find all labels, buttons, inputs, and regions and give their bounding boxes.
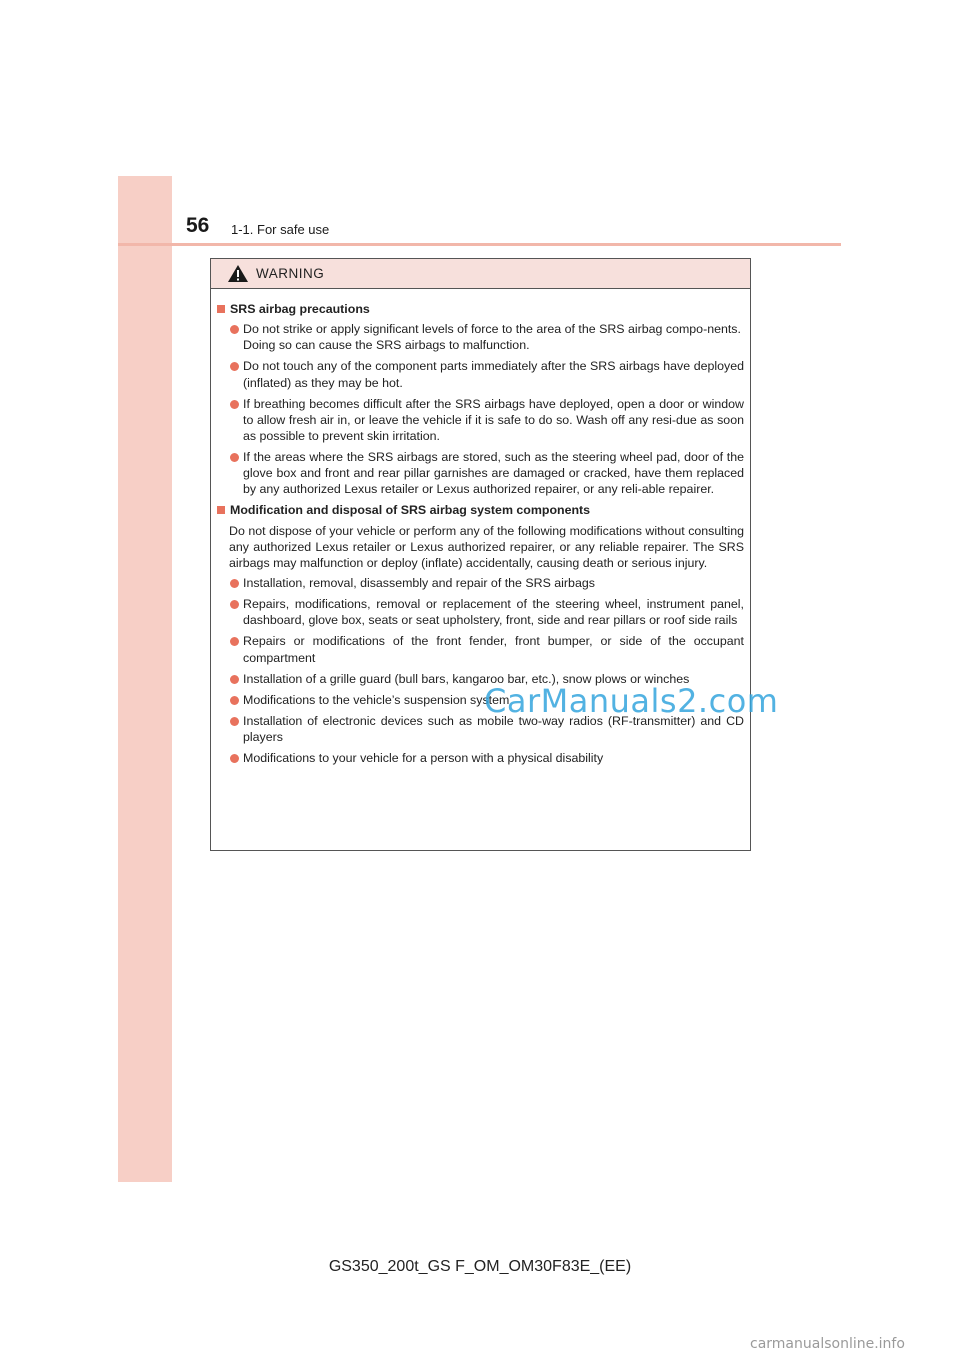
list-item-text: Do not strike or apply significant levels of force to the area of the SRS airbag compo-nents.	[243, 322, 741, 337]
list-item-text: Modifications to your vehicle for a person with a physical disability	[243, 750, 604, 765]
square-bullet-icon	[217, 305, 225, 313]
list-item	[217, 358, 744, 390]
list-item-text: Repairs or modifications of the front fender, front bumper, or side of the occupant compartment	[243, 634, 744, 665]
subsection-intro: Do not dispose of your vehicle or perform any of the following modifications without consulting any authorized Lexus retailer or Lexus authorized repairer, or any reliable repairer. The SRS airbags may malfunction or deploy (inflate) accidentally, causing death or serious injury.	[229, 523, 744, 571]
bullet-dot-icon	[230, 579, 239, 588]
list-item-text: Repairs, modifications, removal or replacement of the steering wheel, instrument panel, dashboard, glove box, seats or seat upholstery, front, side and rear pillars or roof side rails	[243, 597, 744, 628]
document-code: GS350_200t_GS F_OM_OM30F83E_(EE)	[328, 1258, 632, 1275]
list-item-text: If breathing becomes difficult after the SRS airbags have deployed, open a door or window to allow fresh air in, or leave the vehicle if it is safe to do so. Wash off any resi-due as soon as possible to prevent skin irritation.	[243, 396, 744, 444]
list-item-text: Do not touch any of the component parts immediately after the SRS airbags have deployed (inflated) as they may be hot.	[243, 359, 744, 390]
bullet-dot-icon	[230, 696, 239, 705]
warning-title: WARNING	[256, 266, 325, 281]
bullet-dot-icon	[230, 362, 239, 371]
warning-header	[211, 259, 750, 289]
site-logo: carmanualsonline.info	[750, 1336, 905, 1352]
watermark-text: CarManuals2.com	[484, 682, 779, 720]
header-rule	[118, 243, 841, 246]
subsection-heading-srs-precautions: SRS airbag precautions	[217, 301, 744, 317]
bullet-dot-icon	[230, 325, 239, 334]
warning-triangle-icon	[227, 264, 249, 283]
warning-box	[210, 258, 751, 851]
section-title: 1-1. For safe use	[231, 222, 330, 237]
bullet-dot-icon	[230, 453, 239, 462]
bullet-dot-icon	[230, 400, 239, 409]
list-item	[217, 449, 744, 498]
list-item	[217, 396, 744, 445]
list-item	[217, 575, 744, 591]
list-item	[217, 596, 744, 628]
list-item-text: Modifications to the vehicle’s suspension system	[243, 692, 510, 707]
bullet-dot-icon	[230, 754, 239, 763]
bullet-dot-icon	[230, 717, 239, 726]
square-bullet-icon	[217, 506, 225, 514]
page-number: 56	[186, 214, 210, 237]
list-item	[217, 633, 744, 665]
bullet-dot-icon	[230, 675, 239, 684]
list-item-note: Doing so can cause the SRS airbags to malfunction.	[243, 338, 530, 353]
list-item-text: Installation, removal, disassembly and repair of the SRS airbags	[243, 576, 595, 591]
list-item	[217, 321, 744, 353]
list-item-text: Installation of electronic devices such as mobile two-way radios (RF-transmitter) and CD players	[243, 713, 744, 744]
list-item-text: Installation of a grille guard (bull bars, kangaroo bar, etc.), snow plows or winches	[243, 671, 690, 686]
bullet-dot-icon	[230, 637, 239, 646]
chapter-side-band	[118, 176, 172, 1182]
list-item-text: If the areas where the SRS airbags are stored, such as the steering wheel pad, door of the glove box and front and rear pillar garnishes are damaged or cracked, have them replaced by any authorized Lexus retailer or Lexus authorized repairer, or any reli-able repairer.	[243, 450, 744, 497]
bullet-dot-icon	[230, 600, 239, 609]
list-item	[217, 750, 744, 766]
subsection-heading-modification-disposal: Modification and disposal of SRS airbag system components	[217, 502, 744, 518]
